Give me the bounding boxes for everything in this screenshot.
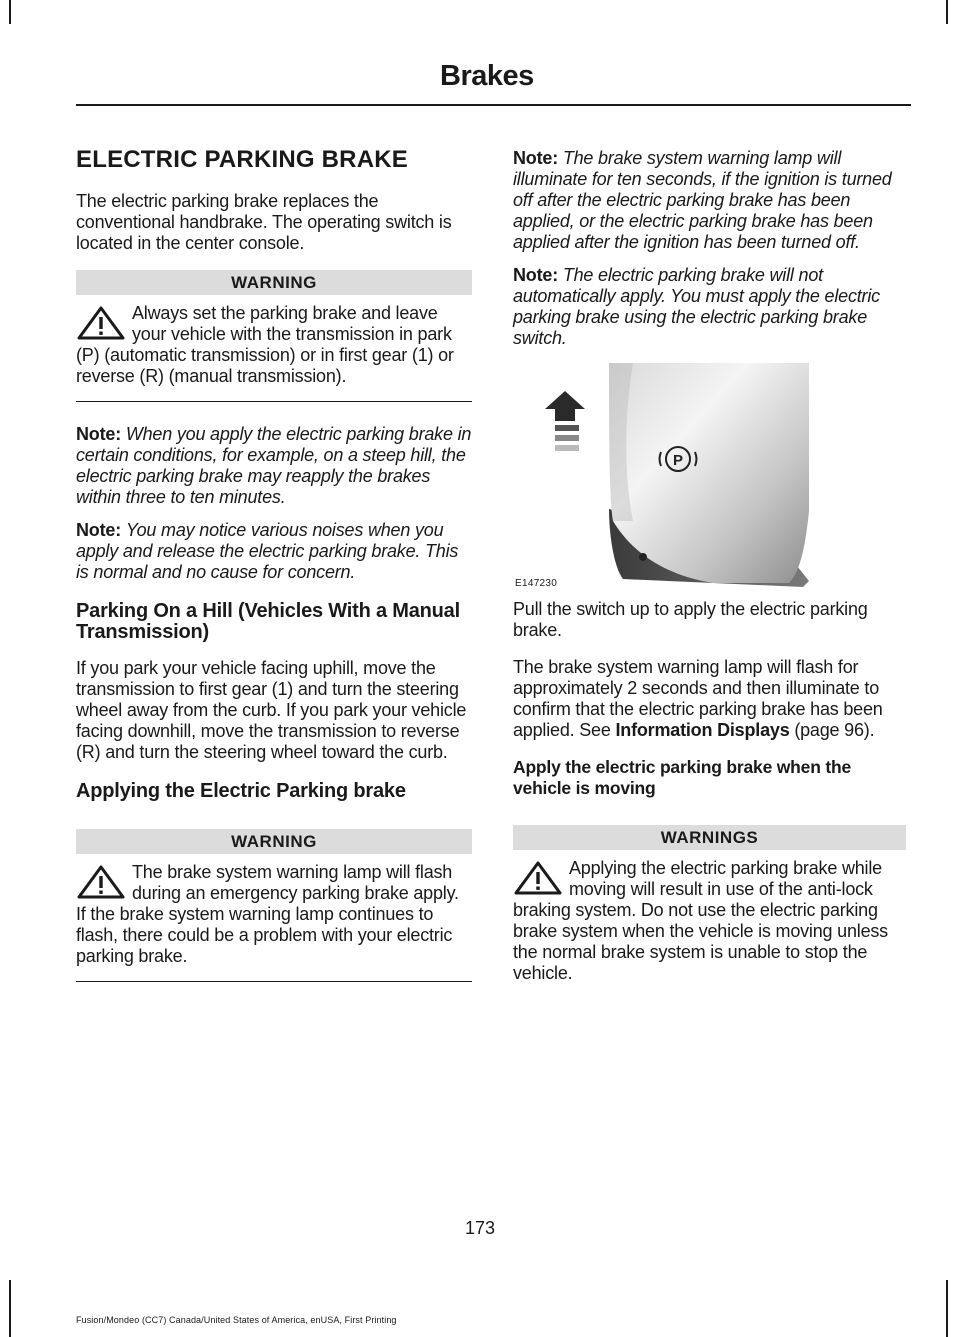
hill-paragraph: If you park your vehicle facing uphill, move the transmission to first gear (1) and turn the steering wheel away from the curb. If you park your vehicle facing downhill, move the transmission to reverse (R) and turn the steering wheel toward the curb. — [76, 657, 467, 762]
applying-heading: Applying the Electric Parking brake — [76, 779, 406, 802]
warning-text: The brake system warning lamp will flash during an emergency parking brake apply. If the brake system warning lamp continues to flash, there could be a problem with your electric parking brake. — [76, 861, 459, 966]
note — [76, 520, 472, 583]
warning-box — [513, 858, 906, 998]
pull-paragraph: Pull the switch up to apply the electric parking brake. — [513, 599, 868, 640]
warning-triangle-icon — [76, 864, 126, 900]
parking-brake-switch-illustration — [513, 361, 813, 589]
warning-text: Applying the electric parking brake while moving will result in use of the anti-lock braking system. Do not use the electric parking brake system when the vehicle is moving unless the normal brake system is unable to stop the vehicle. — [513, 858, 888, 983]
crop-mark — [9, 1280, 11, 1337]
page-heading: ELECTRIC PARKING BRAKE — [76, 146, 408, 173]
note-label: Note: — [513, 148, 558, 168]
warning-header: WARNINGS — [513, 825, 906, 850]
warning-header: WARNING — [76, 829, 472, 854]
crop-mark — [946, 1280, 948, 1337]
flash-paragraph — [513, 657, 906, 741]
up-arrow-icon — [545, 391, 585, 451]
hill-heading: Parking On a Hill (Vehicles With a Manual Transmission) — [76, 599, 460, 644]
left-column — [76, 146, 472, 1004]
figure-code: E147230 — [515, 578, 558, 589]
warning-triangle-icon — [513, 860, 563, 896]
moving-heading: Apply the electric parking brake when the vehicle is moving — [513, 757, 852, 798]
page-number: 173 — [464, 1218, 496, 1238]
note-label: Note: — [76, 519, 121, 540]
warning-triangle-icon — [76, 305, 126, 341]
header-rule — [76, 104, 911, 106]
note — [76, 424, 472, 508]
note-label: Note: — [513, 265, 558, 285]
crop-mark — [9, 0, 11, 24]
warning-header: WARNING — [76, 270, 472, 295]
note-text: When you apply the electric parking brake in certain conditions, for example, on a steep hill, the electric parking brake may reapply the brakes within three to ten minutes. — [76, 423, 472, 507]
note — [513, 265, 906, 349]
right-column — [513, 148, 906, 1020]
crop-mark — [946, 0, 948, 24]
warning-box — [76, 303, 472, 402]
information-displays-link[interactable]: Information Displays — [615, 720, 790, 740]
section-title: Brakes — [440, 60, 534, 92]
note-text: The brake system warning lamp will illuminate for ten seconds, if the ignition is turned off after the electric parking brake has been applied, or the electric parking brake has been applied after the ignition has been turned off. — [513, 148, 892, 252]
warning-text: Always set the parking brake and leave your vehicle with the transmission in park (P) (automatic transmission) or in first gear (1) or reverse (R) (manual transmission). — [76, 302, 454, 386]
note-text: The electric parking brake will not automatically apply. You must apply the electric parking brake using the electric parking brake switch. — [513, 265, 880, 348]
parking-brake-switch-figure — [513, 361, 813, 589]
footer-text: Fusion/Mondeo (CC7) Canada/United States of America, enUSA, First Printing — [76, 1315, 397, 1325]
note-label: Note: — [76, 423, 121, 444]
warning-box — [76, 862, 472, 982]
flash-text: The brake system warning lamp will flash for approximately 2 seconds and then illuminate to confirm that the electric parking brake has been applied. See — [513, 657, 883, 740]
note-text: You may notice various noises when you apply and release the electric parking brake. This is normal and no cause for concern. — [76, 519, 459, 582]
switch-symbol-label: P — [672, 452, 684, 469]
intro-paragraph: The electric parking brake replaces the conventional handbrake. The operating switch is located in the center console. — [76, 190, 452, 253]
note — [513, 148, 906, 253]
page-reference: (page 96). — [789, 720, 875, 740]
